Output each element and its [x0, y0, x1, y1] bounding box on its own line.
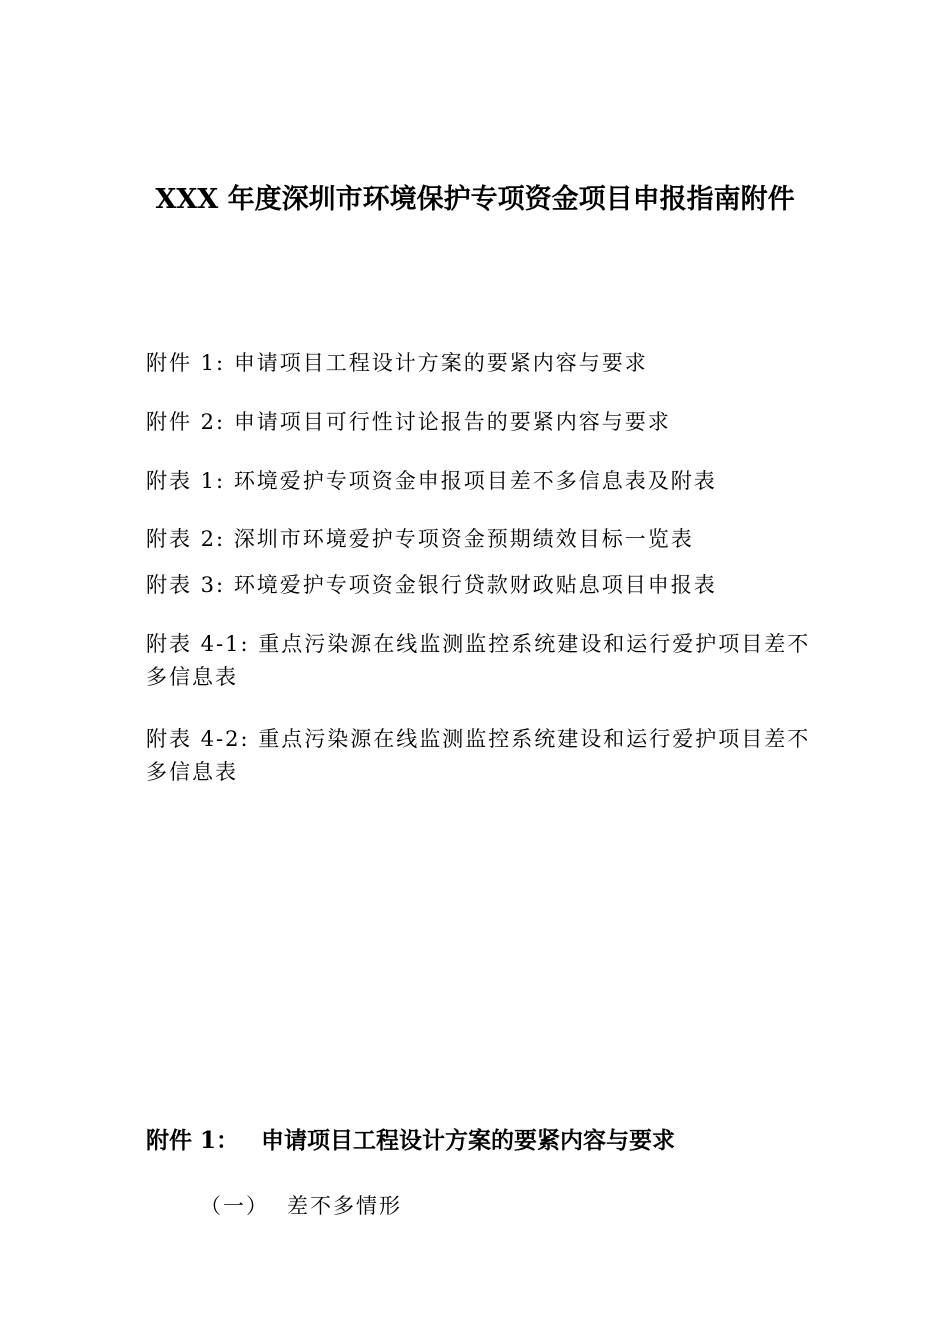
- subsection-title: 差不多情形: [287, 1194, 402, 1218]
- toc-item: [146, 347, 816, 380]
- toc-item-text: 申请项目可行性讨论报告的要紧内容与要求: [233, 410, 671, 434]
- toc-item: [146, 569, 816, 602]
- toc-item-label: 附表 2:: [146, 527, 226, 551]
- toc-item-text: 环境爱护专项资金银行贷款财政贴息项目申报表: [233, 573, 717, 597]
- toc-item: [146, 723, 816, 789]
- subsection-number: （一）: [200, 1194, 269, 1218]
- toc-item-text: 深圳市环境爱护专项资金预期绩效目标一览表: [233, 527, 694, 551]
- section-heading-title: 申请项目工程设计方案的要紧内容与要求: [261, 1127, 676, 1154]
- toc-item-text: 申请项目工程设计方案的要紧内容与要求: [233, 351, 648, 375]
- toc-item-label: 附表 4-2:: [146, 727, 250, 751]
- toc-item-label: 附表 1:: [146, 469, 226, 493]
- toc-item-label: 附件 2:: [146, 410, 226, 434]
- toc-item: [146, 406, 816, 439]
- toc-item-label: 附件 1:: [146, 351, 226, 375]
- subsection-heading: [200, 1189, 402, 1223]
- toc-item-label: 附表 3:: [146, 573, 226, 597]
- toc-item-label: 附表 4-1:: [146, 632, 250, 656]
- toc-item-text: 环境爱护专项资金申报项目差不多信息表及附表: [233, 469, 717, 493]
- section-heading-label: 附件 1：: [146, 1127, 240, 1154]
- toc-item: [146, 628, 816, 694]
- document-title: XXX 年度深圳市环境保护专项资金项目申报指南附件: [155, 184, 795, 215]
- toc-item-text: 重点污染源在线监测监控系统建设和运行爱护项目差不多信息表: [146, 632, 811, 689]
- toc-item: [146, 465, 816, 498]
- toc-item: [146, 523, 816, 556]
- section-heading: [146, 1124, 675, 1158]
- toc-item-text: 重点污染源在线监测监控系统建设和运行爱护项目差不多信息表: [146, 727, 811, 784]
